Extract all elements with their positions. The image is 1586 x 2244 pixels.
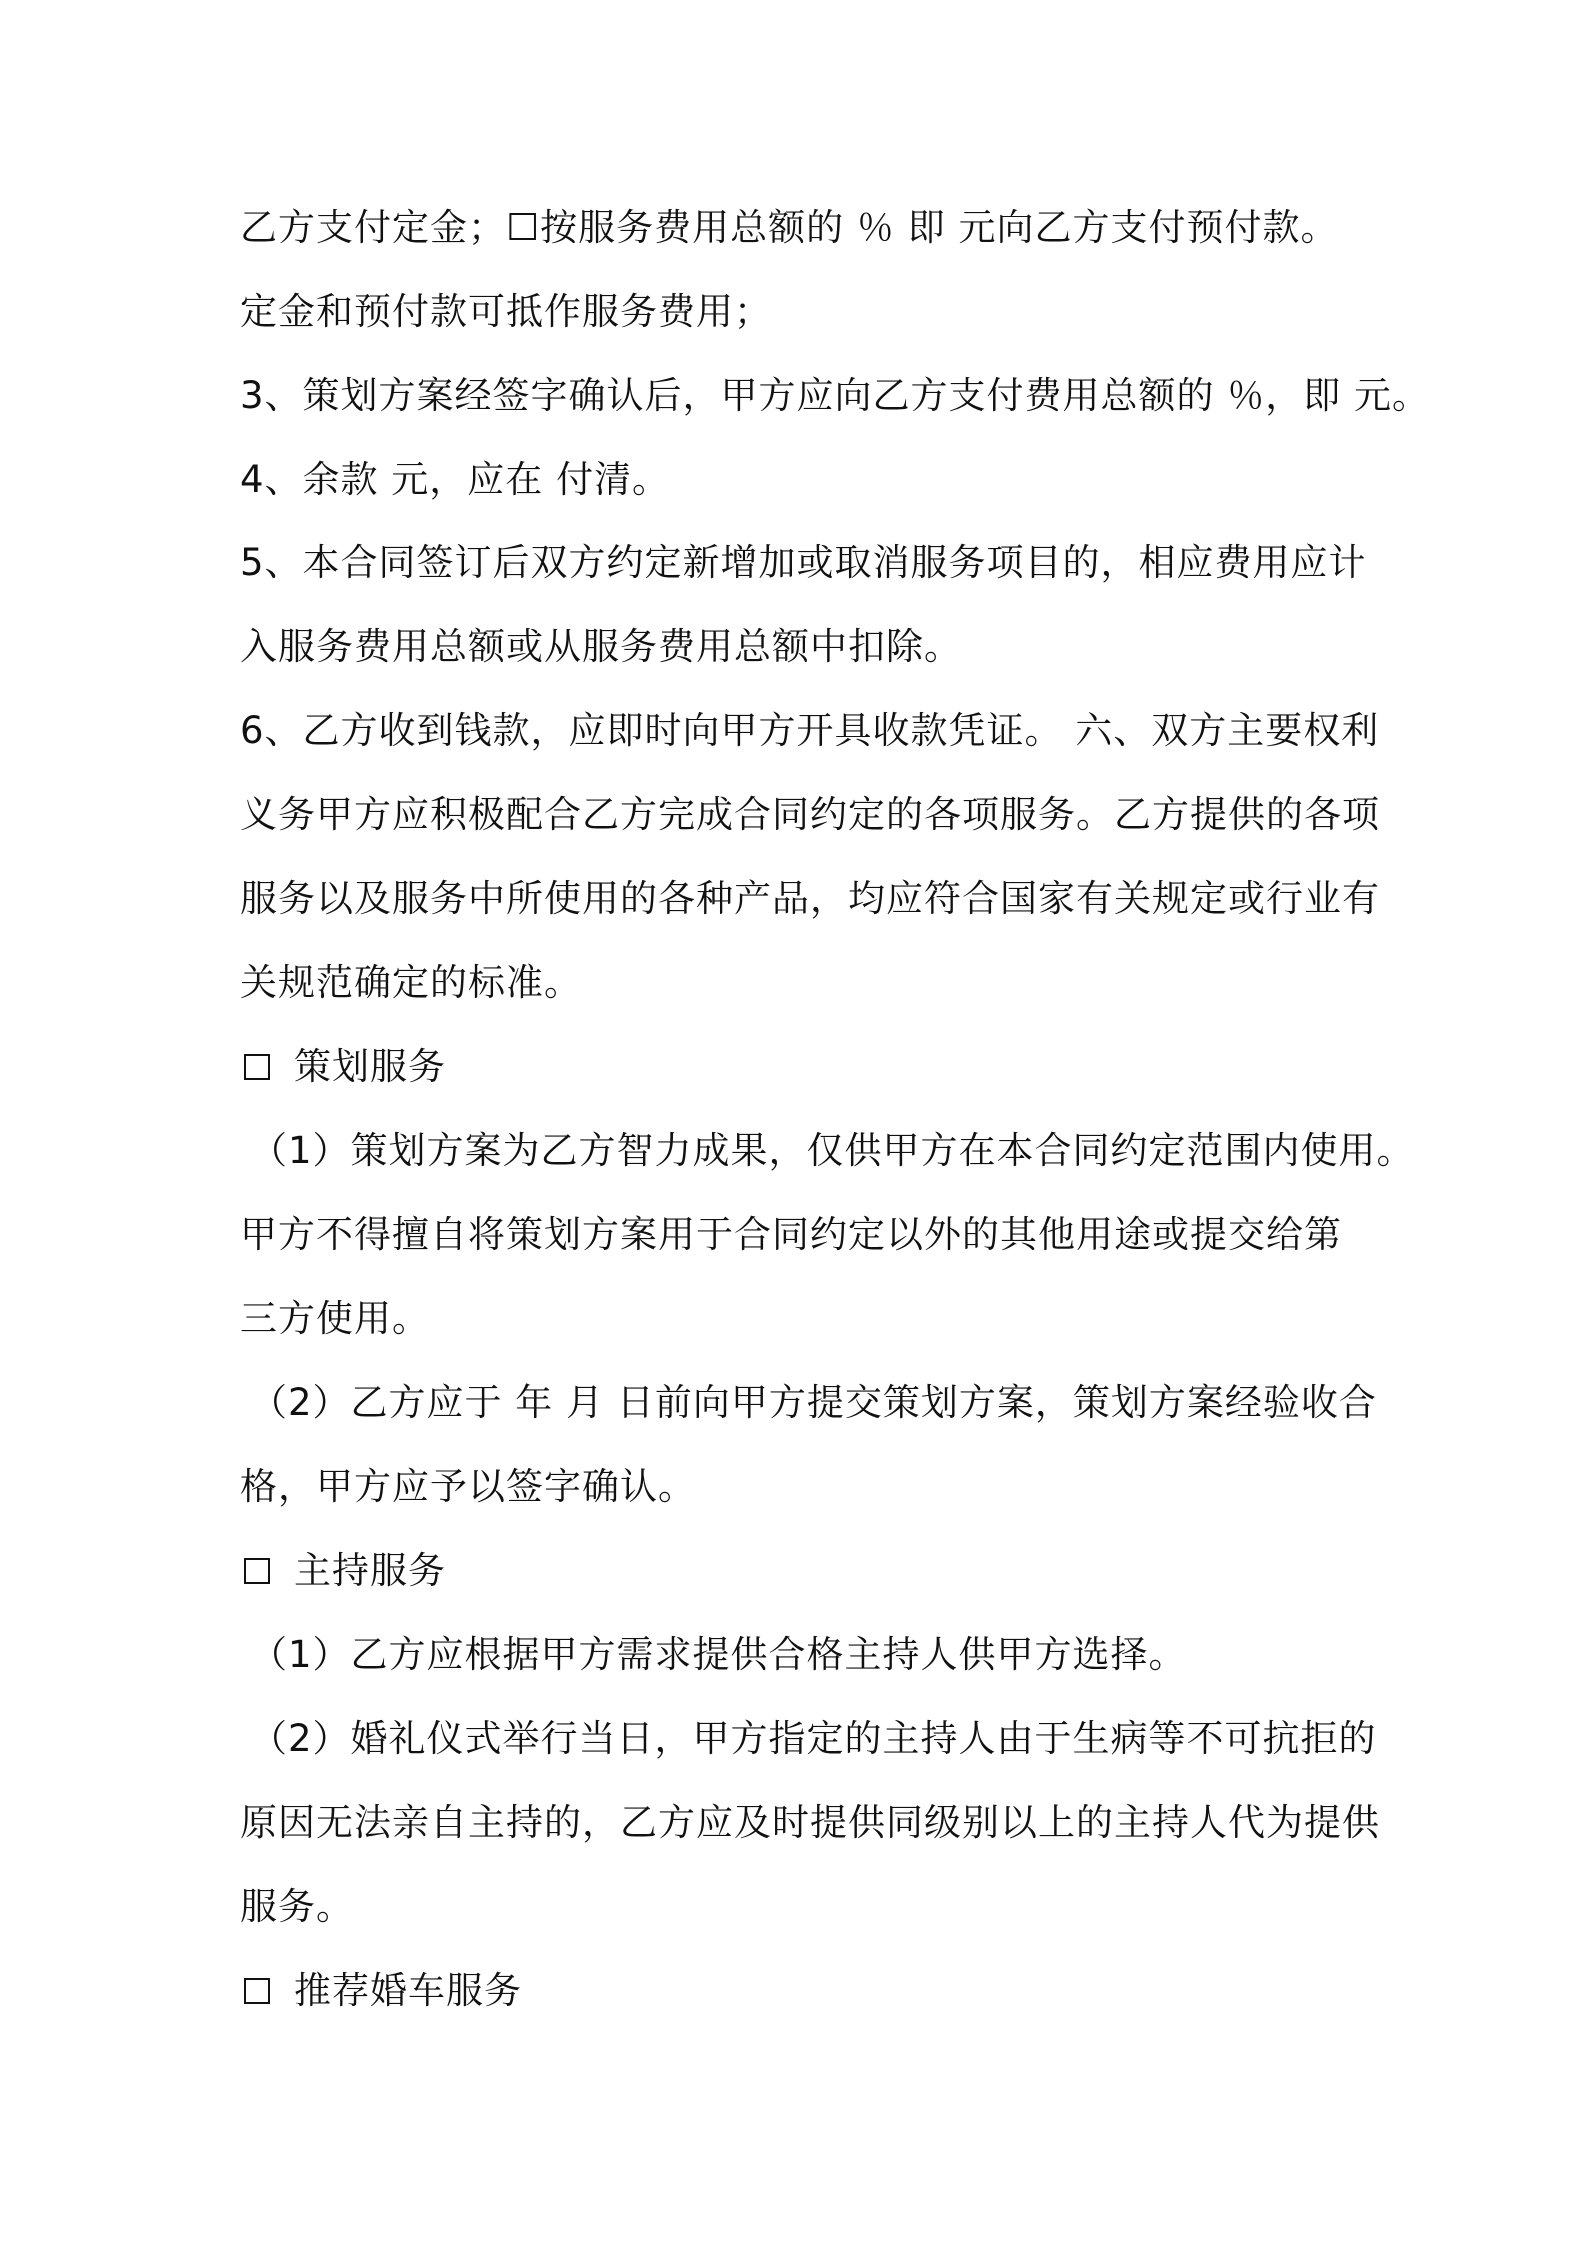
paragraph-line: （2）乙方应于 年 月 日前向甲方提交策划方案，策划方案经验收合	[250, 1381, 1377, 1424]
paragraph-line: 原因无法亲自主持的，乙方应及时提供同级别以上的主持人代为提供	[240, 1801, 1380, 1844]
paragraph-line: 甲方不得擅自将策划方案用于合同约定以外的其他用途或提交给第	[240, 1213, 1342, 1256]
section-car-service	[240, 1966, 1360, 2016]
section-planning-service	[240, 1042, 1360, 1092]
section-heading: 推荐婚车服务	[294, 1969, 522, 2012]
paragraph-line: （1）乙方应根据甲方需求提供合格主持人供甲方选择。	[250, 1633, 1187, 1676]
paragraph-line: （2）婚礼仪式举行当日，甲方指定的主持人由于生病等不可抗拒的	[250, 1717, 1377, 1760]
paragraph-line: 三方使用。	[240, 1297, 430, 1340]
paragraph-line: 关规范确定的标准。	[240, 961, 582, 1004]
checkbox-icon[interactable]	[244, 1054, 270, 1080]
paragraph-line: 定金和预付款可抵作服务费用；	[240, 290, 772, 333]
paragraph-line: 服务以及服务中所使用的各种产品，均应符合国家有关规定或行业有	[240, 877, 1380, 920]
section-heading: 策划服务	[294, 1045, 446, 1088]
paragraph-line: 4、余款 元，应在 付清。	[240, 458, 671, 501]
paragraph-line: （1）策划方案为乙方智力成果，仅供甲方在本合同约定范围内使用。	[250, 1129, 1415, 1172]
paragraph-line: 5、本合同签订后双方约定新增加或取消服务项目的，相应费用应计	[240, 541, 1367, 584]
paragraph-line: 3、策划方案经签字确认后，甲方应向乙方支付费用总额的 ％，即 元。	[240, 374, 1431, 417]
paragraph-line: 6、乙方收到钱款，应即时向甲方开具收款凭证。 六、双方主要权利	[240, 709, 1380, 752]
paragraph-line: 义务甲方应积极配合乙方完成合同约定的各项服务。乙方提供的各项	[240, 793, 1380, 836]
paragraph-line: 格，甲方应予以签字确认。	[240, 1465, 696, 1508]
section-heading: 主持服务	[294, 1549, 446, 1592]
paragraph-line: 服务。	[240, 1885, 354, 1928]
checkbox-icon[interactable]	[244, 1558, 270, 1584]
checkbox-icon[interactable]	[244, 1978, 270, 2004]
paragraph-line: 入服务费用总额或从服务费用总额中扣除。	[240, 625, 962, 668]
paragraph-line: 乙方支付定金；☐按服务费用总额的 ％ 即 元向乙方支付预付款。	[240, 206, 1339, 249]
section-host-service	[240, 1546, 1360, 1596]
